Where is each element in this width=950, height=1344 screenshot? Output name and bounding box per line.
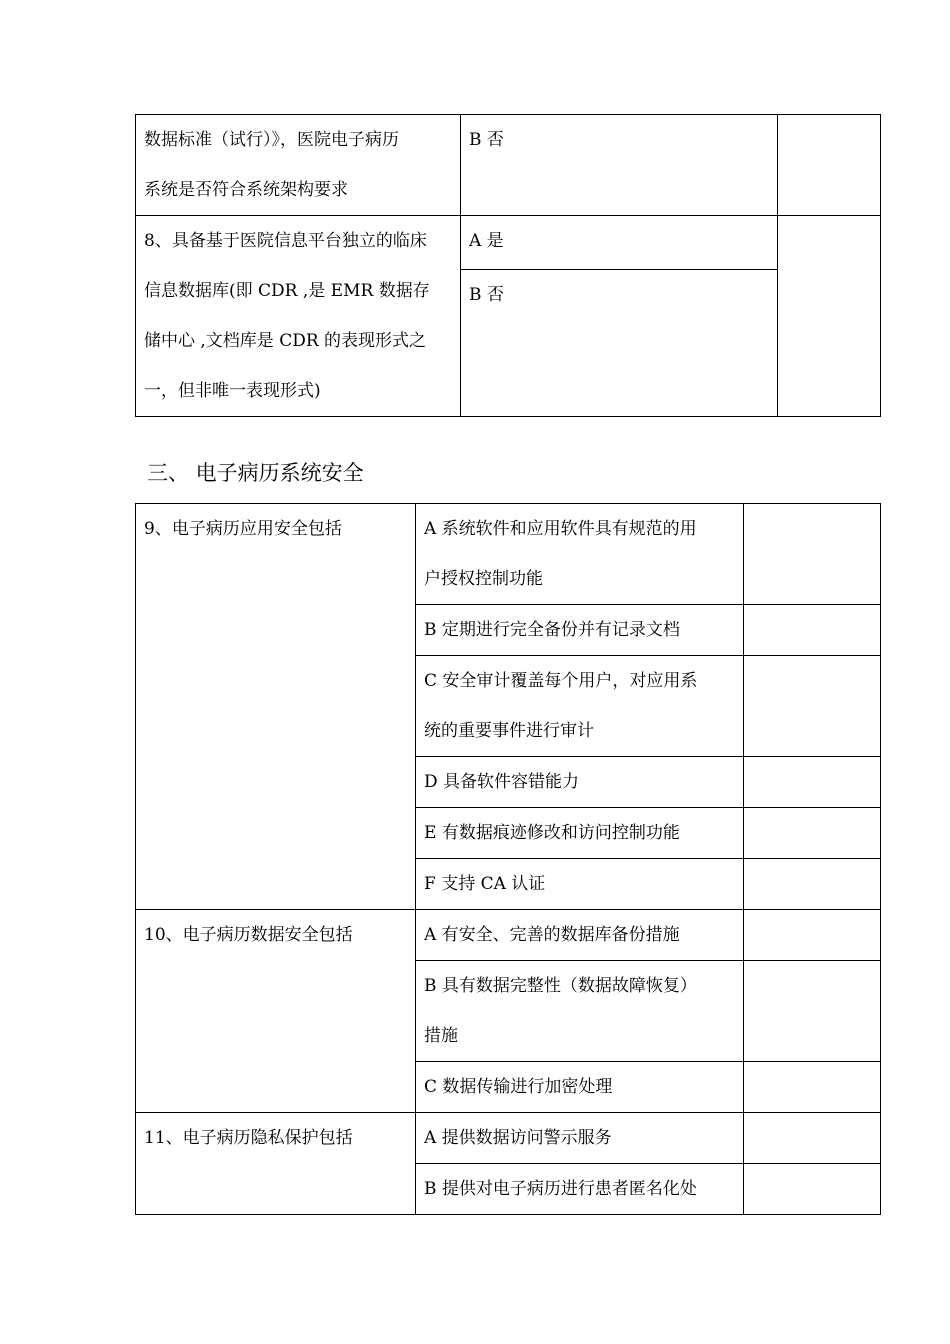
option-cell	[416, 656, 744, 757]
answer-cell[interactable]	[744, 1113, 881, 1164]
answer-cell[interactable]	[744, 656, 881, 757]
option-cell: A 有安全、完善的数据库备份措施	[416, 910, 744, 961]
answer-cell[interactable]	[744, 504, 881, 605]
answer-cell[interactable]	[744, 859, 881, 910]
answer-cell[interactable]	[744, 757, 881, 808]
answer-cell[interactable]	[778, 115, 881, 216]
option-cell: B 提供对电子病历进行患者匿名化处	[416, 1164, 744, 1215]
option-cell: A 提供数据访问警示服务	[416, 1113, 744, 1164]
question-cell-7-continued	[136, 115, 461, 216]
question-line: 储中心 ,文档库是 CDR 的表现形式之	[144, 331, 427, 351]
option-line: B 具有数据完整性（数据故障恢复）	[424, 976, 697, 996]
option-line: A 系统软件和应用软件具有规范的用	[424, 519, 697, 539]
criteria-table-1	[135, 114, 881, 417]
question-line: 数据标准（试行）》，医院电子病历	[144, 130, 399, 150]
option-line: 措施	[424, 1026, 458, 1046]
option-line: C 安全审计覆盖每个用户，对应用系	[424, 671, 698, 691]
option-cell: B 否	[461, 270, 778, 417]
option-cell: D 具备软件容错能力	[416, 757, 744, 808]
question-cell-11: 11、电子病历隐私保护包括	[136, 1113, 416, 1215]
option-line: 户授权控制功能	[424, 569, 543, 589]
question-line: 系统是否符合系统架构要求	[144, 180, 348, 200]
criteria-table-2	[135, 503, 881, 1215]
question-line: 一，但非唯一表现形式)	[144, 381, 321, 401]
option-cell: F 支持 CA 认证	[416, 859, 744, 910]
option-cell: B 定期进行完全备份并有记录文档	[416, 605, 744, 656]
question-cell-8	[136, 216, 461, 417]
answer-cell[interactable]	[778, 216, 881, 417]
question-line: 信息数据库(即 CDR ,是 EMR 数据存	[144, 281, 430, 301]
answer-cell[interactable]	[744, 808, 881, 859]
answer-cell[interactable]	[744, 1062, 881, 1113]
answer-cell[interactable]	[744, 961, 881, 1062]
question-cell-10: 10、电子病历数据安全包括	[136, 910, 416, 1113]
answer-cell[interactable]	[744, 605, 881, 656]
option-cell: E 有数据痕迹修改和访问控制功能	[416, 808, 744, 859]
question-cell-9: 9、电子病历应用安全包括	[136, 504, 416, 910]
option-line: 统的重要事件进行审计	[424, 721, 594, 741]
option-cell	[416, 961, 744, 1062]
question-line: 8、具备基于医院信息平台独立的临床	[144, 231, 427, 251]
answer-cell[interactable]	[744, 1164, 881, 1215]
answer-cell[interactable]	[744, 910, 881, 961]
option-cell: A 是	[461, 216, 778, 270]
option-cell: C 数据传输进行加密处理	[416, 1062, 744, 1113]
option-cell: B 否	[461, 115, 778, 216]
section-heading: 三、 电子病历系统安全	[147, 461, 364, 485]
option-cell	[416, 504, 744, 605]
